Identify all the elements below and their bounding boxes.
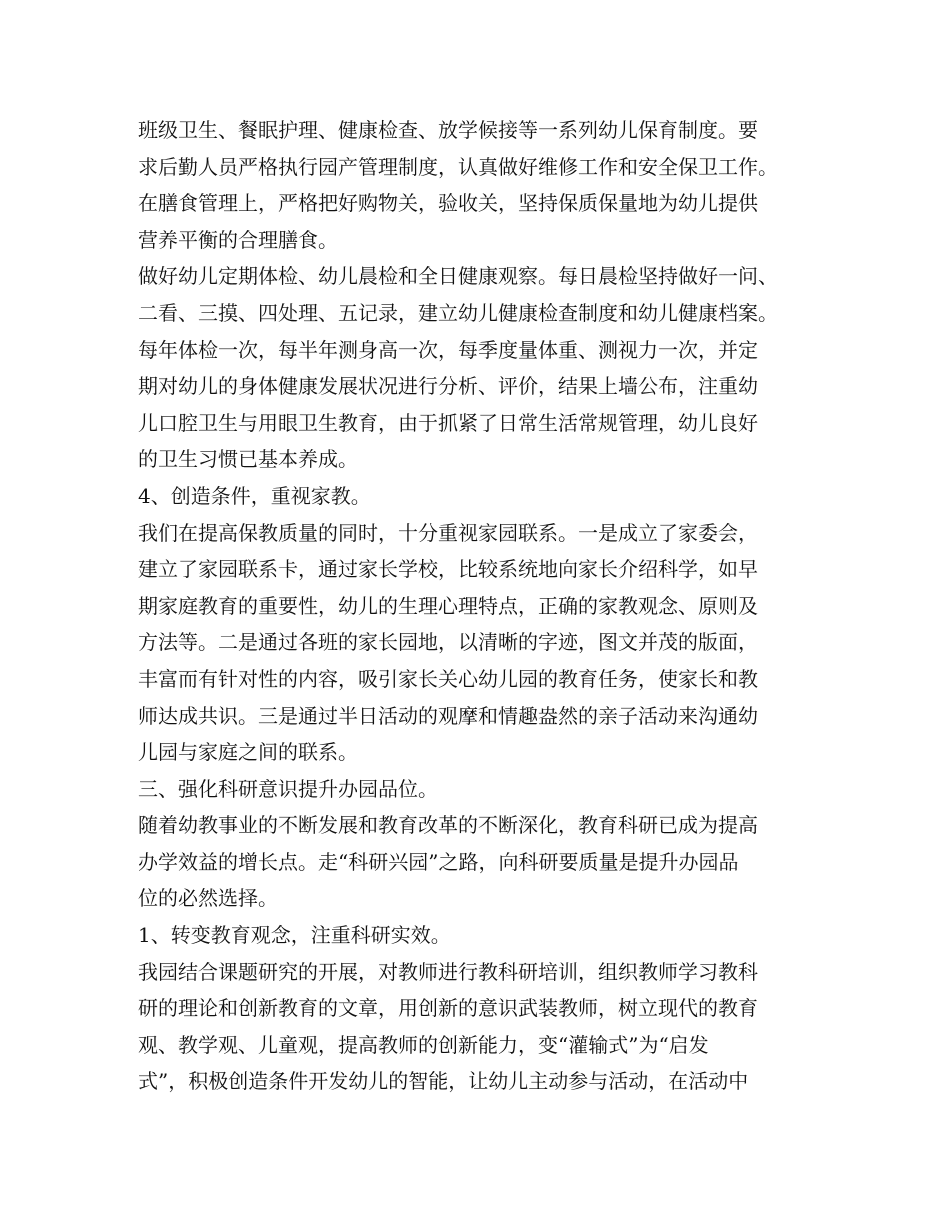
section-heading: 三、强化科研意识提升办园品位。 xyxy=(138,776,438,801)
text-line: 随着幼教事业的不断发展和教育改革的不断深化，教育科研已成为提高 xyxy=(138,813,758,838)
text-line: 办学效益的增长点。走“科研兴园”之路，向科研要质量是提升办园品 xyxy=(138,849,739,874)
text-line: 儿园与家庭之间的联系。 xyxy=(138,740,358,765)
section-heading: 1、转变教育观念，注重科研实效。 xyxy=(138,923,451,948)
text-line: 方法等。二是通过各班的家长园地，以清晰的字迹，图文并茂的版面， xyxy=(138,630,758,655)
text-line: 儿口腔卫生与用眼卫生教育，由于抓紧了日常生活常规管理，幼儿良好 xyxy=(138,410,758,435)
text-line: 建立了家园联系卡，通过家长学校，比较系统地向家长介绍科学，如早 xyxy=(138,557,758,582)
text-line: 期对幼儿的身体健康发展状况进行分析、评价，结果上墙公布，注重幼 xyxy=(138,374,758,399)
section-heading: 4、创造条件，重视家教。 xyxy=(138,483,371,508)
text-line: 做好幼儿定期体检、幼儿晨检和全日健康观察。每日晨检坚持做好一问、 xyxy=(138,264,778,289)
text-line: 班级卫生、餐眠护理、健康检查、放学候接等一系列幼儿保育制度。要 xyxy=(138,118,758,142)
text-line: 的卫生习惯已基本养成。 xyxy=(138,447,358,472)
text-line: 期家庭教育的重要性，幼儿的生理心理特点，正确的家教观念、原则及 xyxy=(138,593,758,618)
text-line: 二看、三摸、四处理、五记录，建立幼儿健康检查制度和幼儿健康档案。 xyxy=(138,300,778,325)
text-line: 求后勤人员严格执行园产管理制度，认真做好维修工作和安全保卫工作。 xyxy=(138,154,778,179)
text-line: 师达成共识。三是通过半日活动的观摩和情趣盎然的亲子活动来沟通幼 xyxy=(138,703,758,728)
text-line: 式”，积极创造条件开发幼儿的智能，让幼儿主动参与活动，在活动中 xyxy=(138,1069,749,1094)
text-line: 研的理论和创新教育的文章，用创新的意识武装教师，树立现代的教育 xyxy=(138,996,758,1021)
text-line: 每年体检一次，每半年测身高一次，每季度量体重、测视力一次，并定 xyxy=(138,337,758,362)
body-text xyxy=(138,112,828,1100)
text-line: 丰富而有针对性的内容，吸引家长关心幼儿园的教育任务，使家长和教 xyxy=(138,666,758,691)
text-line: 我们在提高保教质量的同时，十分重视家园联系。一是成立了家委会， xyxy=(138,520,758,545)
text-line: 我园结合课题研究的开展，对教师进行教科研培训，组织教师学习教科 xyxy=(138,959,758,984)
text-line: 营养平衡的合理膳食。 xyxy=(138,227,338,252)
text-line: 在膳食管理上，严格把好购物关，验收关，坚持保质保量地为幼儿提供 xyxy=(138,191,758,216)
text-line: 位的必然选择。 xyxy=(138,886,278,911)
text-line: 观、教学观、儿童观，提高教师的创新能力，变“灌输式”为“启发 xyxy=(138,1032,709,1057)
